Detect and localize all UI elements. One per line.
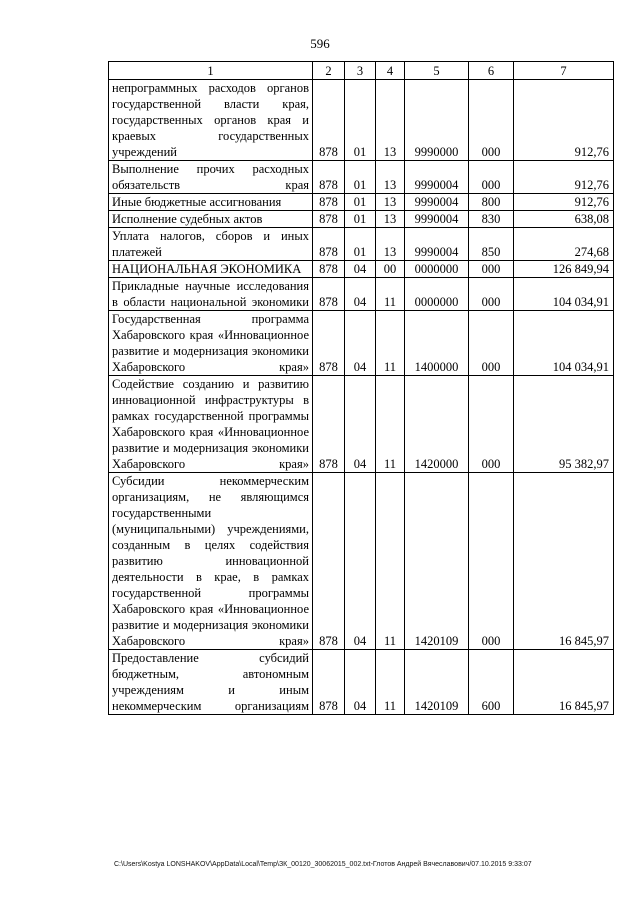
row-name-cell: Иные бюджетные ассигнования	[109, 194, 313, 211]
row-name-cell: Предоставление субсидий бюджетным, автономным учреждениям и иным некоммерческим организациям	[109, 650, 313, 715]
target-article-cell: 9990000	[405, 80, 469, 161]
amount-cell: 16 845,97	[514, 473, 614, 650]
ministry-code-cell: 878	[313, 161, 345, 194]
section-code-cell: 01	[345, 228, 376, 261]
table-row	[109, 228, 614, 261]
ministry-code-cell: 878	[313, 261, 345, 278]
amount-cell: 274,68	[514, 228, 614, 261]
row-name-cell: Государственная программа Хабаровского края «Инновационное развитие и модернизация экономики Хабаровского края»	[109, 311, 313, 376]
expense-type-cell: 000	[469, 261, 514, 278]
expense-type-cell: 800	[469, 194, 514, 211]
section-code-cell: 01	[345, 80, 376, 161]
table-row	[109, 194, 614, 211]
ministry-code-cell: 878	[313, 473, 345, 650]
table-row	[109, 473, 614, 650]
amount-cell: 638,08	[514, 211, 614, 228]
header-cell: 7	[514, 62, 614, 80]
row-name-cell: Прикладные научные исследования в области национальной экономики	[109, 278, 313, 311]
table-row	[109, 261, 614, 278]
section-code-cell: 04	[345, 473, 376, 650]
ministry-code-cell: 878	[313, 278, 345, 311]
subsection-code-cell: 11	[376, 278, 405, 311]
amount-cell: 95 382,97	[514, 376, 614, 473]
amount-cell: 104 034,91	[514, 278, 614, 311]
target-article-cell: 1420000	[405, 376, 469, 473]
subsection-code-cell: 00	[376, 261, 405, 278]
target-article-cell: 9990004	[405, 211, 469, 228]
subsection-code-cell: 13	[376, 228, 405, 261]
section-code-cell: 04	[345, 278, 376, 311]
row-name-cell: Уплата налогов, сборов и иных платежей	[109, 228, 313, 261]
subsection-code-cell: 11	[376, 473, 405, 650]
table-row	[109, 80, 614, 161]
subsection-code-cell: 11	[376, 311, 405, 376]
table-body	[109, 62, 614, 715]
section-code-cell: 04	[345, 311, 376, 376]
target-article-cell: 0000000	[405, 278, 469, 311]
subsection-code-cell: 13	[376, 194, 405, 211]
table-row	[109, 278, 614, 311]
expense-type-cell: 000	[469, 278, 514, 311]
subsection-code-cell: 13	[376, 211, 405, 228]
header-cell: 3	[345, 62, 376, 80]
header-cell: 1	[109, 62, 313, 80]
file-path-footer: C:\Users\Kostya LONSHAKOV\AppData\Local\Temp\ЗК_00120_30062015_002.txt-Глотов Андрей Вячеславович/07.10.2015 9:33:07	[114, 861, 532, 868]
target-article-cell: 9990004	[405, 194, 469, 211]
table-row	[109, 311, 614, 376]
section-code-cell: 04	[345, 261, 376, 278]
table-row	[109, 376, 614, 473]
ministry-code-cell: 878	[313, 311, 345, 376]
page-number: 596	[310, 36, 330, 51]
header-cell: 4	[376, 62, 405, 80]
target-article-cell: 9990004	[405, 161, 469, 194]
ministry-code-cell: 878	[313, 194, 345, 211]
ministry-code-cell: 878	[313, 80, 345, 161]
amount-cell: 912,76	[514, 80, 614, 161]
header-cell: 5	[405, 62, 469, 80]
section-code-cell: 04	[345, 376, 376, 473]
subsection-code-cell: 13	[376, 80, 405, 161]
subsection-code-cell: 13	[376, 161, 405, 194]
target-article-cell: 1420109	[405, 473, 469, 650]
target-article-cell: 1420109	[405, 650, 469, 715]
amount-cell: 104 034,91	[514, 311, 614, 376]
subsection-code-cell: 11	[376, 376, 405, 473]
table-row	[109, 650, 614, 715]
target-article-cell: 9990004	[405, 228, 469, 261]
row-name-cell: Содействие созданию и развитию инновационной инфраструктуры в рамках государственной программы Хабаровского края «Инновационное развитие и модернизация экономики Хабаровского края»	[109, 376, 313, 473]
target-article-cell: 0000000	[405, 261, 469, 278]
table-header-row	[109, 62, 614, 80]
section-code-cell: 01	[345, 194, 376, 211]
expense-type-cell: 000	[469, 376, 514, 473]
section-code-cell: 04	[345, 650, 376, 715]
section-code-cell: 01	[345, 211, 376, 228]
amount-cell: 126 849,94	[514, 261, 614, 278]
ministry-code-cell: 878	[313, 211, 345, 228]
subsection-code-cell: 11	[376, 650, 405, 715]
budget-table	[108, 61, 614, 715]
header-cell: 6	[469, 62, 514, 80]
ministry-code-cell: 878	[313, 228, 345, 261]
row-name-cell: НАЦИОНАЛЬНАЯ ЭКОНОМИКА	[109, 261, 313, 278]
header-cell: 2	[313, 62, 345, 80]
row-name-cell: Исполнение судебных актов	[109, 211, 313, 228]
expense-type-cell: 830	[469, 211, 514, 228]
section-code-cell: 01	[345, 161, 376, 194]
ministry-code-cell: 878	[313, 376, 345, 473]
expense-type-cell: 000	[469, 80, 514, 161]
table-row	[109, 211, 614, 228]
amount-cell: 912,76	[514, 194, 614, 211]
expense-type-cell: 000	[469, 161, 514, 194]
expense-type-cell: 600	[469, 650, 514, 715]
ministry-code-cell: 878	[313, 650, 345, 715]
amount-cell: 16 845,97	[514, 650, 614, 715]
row-name-cell: непрограммных расходов органов государственной власти края, государственных органов края и краевых государственных учреждений	[109, 80, 313, 161]
target-article-cell: 1400000	[405, 311, 469, 376]
expense-type-cell: 850	[469, 228, 514, 261]
row-name-cell: Выполнение прочих расходных обязательств края	[109, 161, 313, 194]
row-name-cell: Субсидии некоммерческим организациям, не являющимся государственными (муниципальными) учреждениями, созданным в целях содействия развитию инновационной деятельности в крае, в рамках государственной программы Хабаровского края «Инновационное развитие и модернизация экономики Хабаровского края»	[109, 473, 313, 650]
amount-cell: 912,76	[514, 161, 614, 194]
table-row	[109, 161, 614, 194]
expense-type-cell: 000	[469, 473, 514, 650]
expense-type-cell: 000	[469, 311, 514, 376]
